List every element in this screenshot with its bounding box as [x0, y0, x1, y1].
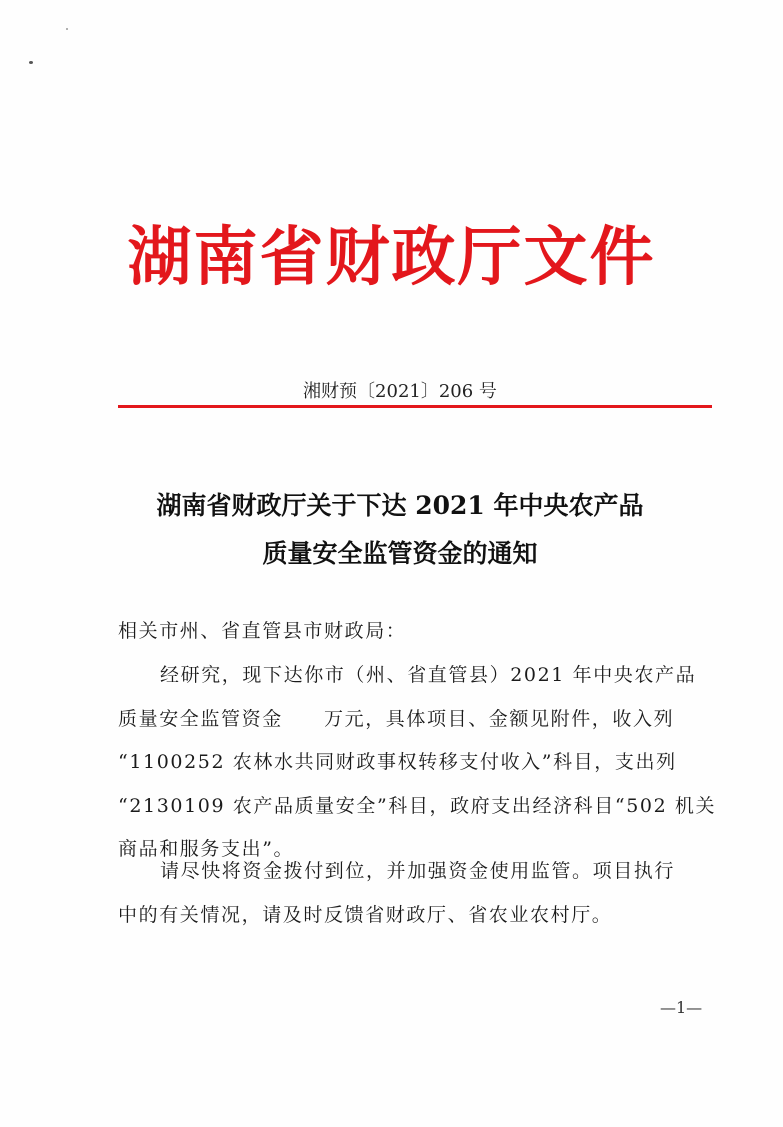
- paragraph-line: 请尽快将资金拨付到位，并加强资金使用监管。项目执行: [160, 860, 676, 882]
- scan-speck: [66, 28, 68, 30]
- paragraph-line: “2130109 农产品质量安全”科目，政府支出经济科目“502 机关: [118, 794, 717, 817]
- body-paragraph-2: [118, 850, 718, 937]
- document-number: 湘财预〔2021〕206 号: [303, 381, 497, 402]
- header-red-rule: [118, 405, 712, 408]
- paragraph-line: “1100252 农林水共同财政事权转移支付收入”科目，支出列: [118, 751, 677, 773]
- paragraph-line: 商品和服务支出”。: [118, 838, 295, 860]
- paragraph-line: 质量安全监管资金 万元，具体项目、金额见附件，收入列: [118, 707, 675, 730]
- salutation-text: 相关市州、省直管县市财政局：: [118, 620, 407, 642]
- notice-title: [0, 482, 783, 578]
- scan-speck: [29, 61, 33, 64]
- salutation: [118, 610, 718, 654]
- document-header-title: 湖南省财政厅文件: [127, 221, 656, 295]
- paragraph-line: 中的有关情况，请及时反馈省财政厅、省农业农村厅。: [118, 903, 613, 926]
- notice-title-line: 质量安全监管资金的通知: [262, 539, 538, 568]
- notice-title-line: 湖南省财政厅关于下达 2021 年中央农产品: [156, 491, 644, 520]
- paragraph-line: 经研究，现下达你市（州、省直管县）2021 年中央农产品: [160, 664, 697, 686]
- page-number: —1—: [660, 998, 703, 1017]
- body-paragraph-1: [118, 654, 718, 872]
